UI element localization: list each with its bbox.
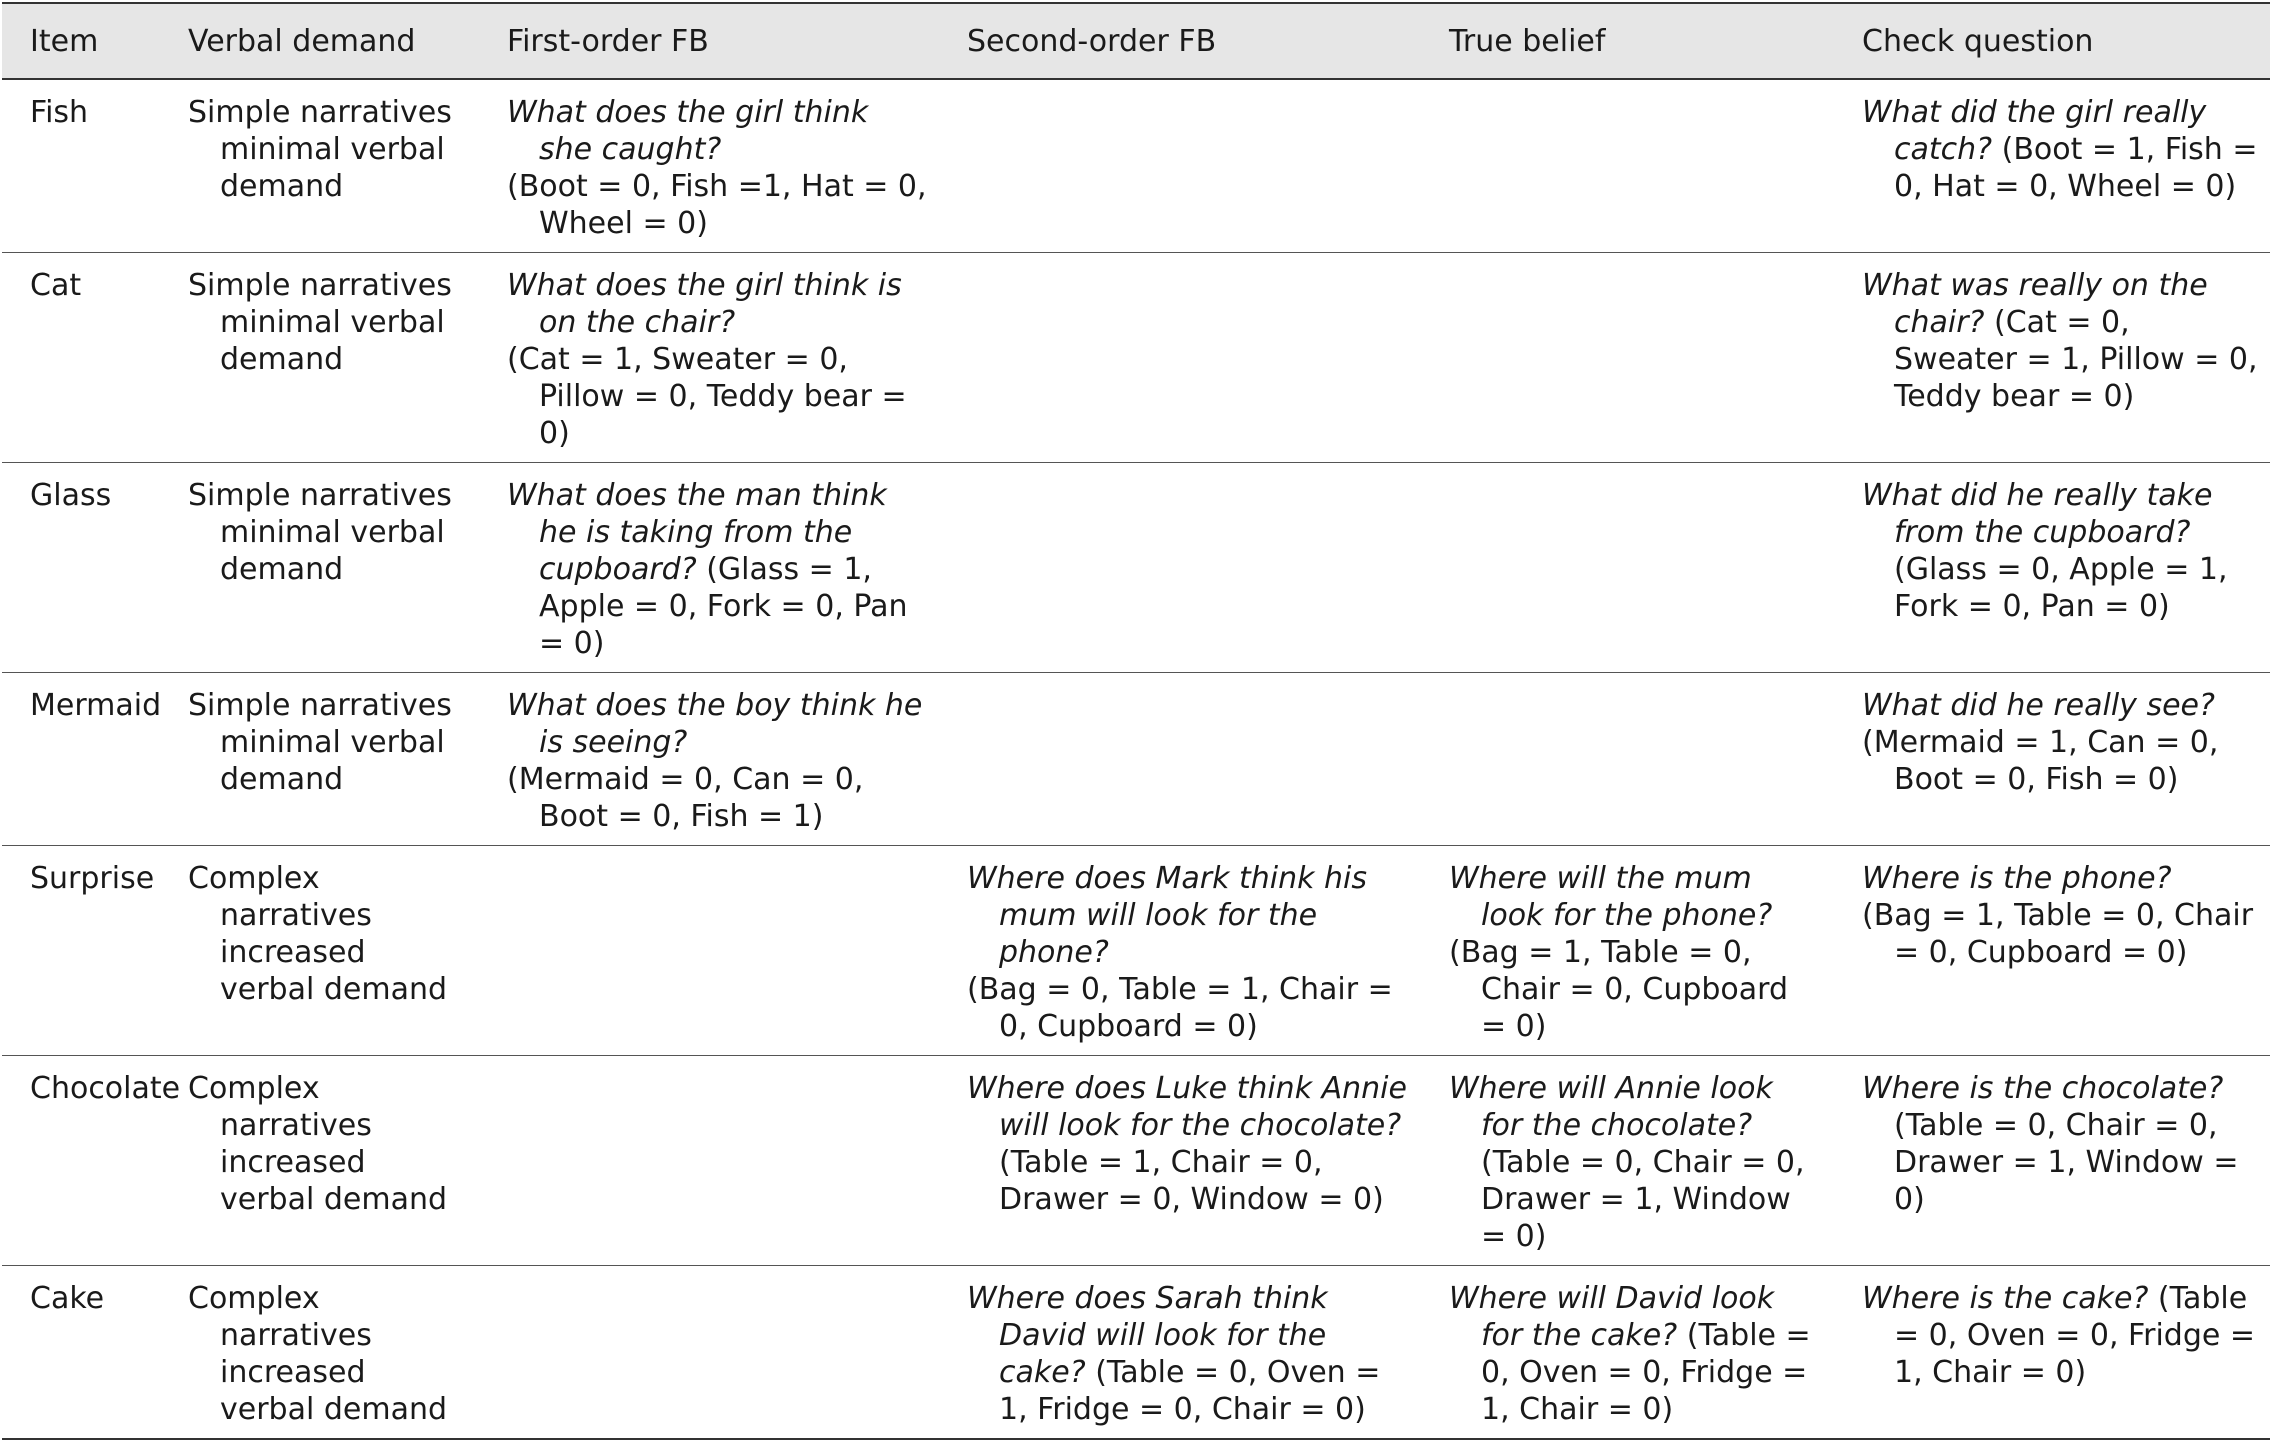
verbal-demand-cell — [160, 1056, 479, 1266]
true-belief-answer: (Bag = 1, Table = 0, Chair = 0, Cupboard = 0) — [1449, 935, 1789, 1044]
true-belief-cell — [1421, 673, 1834, 846]
item-cell: Mermaid — [2, 673, 160, 846]
check-question: What did he really see? — [1862, 688, 2215, 723]
header-check-question: Check question — [1834, 3, 2270, 79]
check-question-cell — [1834, 1266, 2270, 1440]
check-question-text: What did the girl really catch? (Boot = 1, Fish = 0, Hat = 0, Wheel = 0) — [1862, 95, 2258, 204]
second-order-cell — [939, 1266, 1421, 1440]
first-order-answer: (Mermaid = 0, Can = 0, Boot = 0, Fish = 1) — [507, 762, 864, 834]
true-belief-cell — [1421, 846, 1834, 1056]
true-belief-text: Where will David look for the cake? (Table = 0, Oven = 0, Fridge = 1, Chair = 0) — [1449, 1281, 1811, 1427]
check-question-text: What did he really take from the cupboard? (Glass = 0, Apple = 1, Fork = 0, Pan = 0) — [1862, 478, 2228, 624]
check-question-cell — [1834, 79, 2270, 253]
true-belief-cell — [1421, 79, 1834, 253]
table-row — [2, 463, 2270, 673]
item-cell: Cake — [2, 1266, 160, 1440]
verbal-demand-text: Simple narratives minimal verbal demand — [188, 688, 452, 797]
second-order-cell — [939, 673, 1421, 846]
header-item: Item — [2, 3, 160, 79]
verbal-demand-cell — [160, 673, 479, 846]
check-question-cell — [1834, 463, 2270, 673]
header-first-order-fb: First-order FB — [479, 3, 939, 79]
check-question-cell — [1834, 673, 2270, 846]
check-question-cell — [1834, 846, 2270, 1056]
second-order-cell — [939, 846, 1421, 1056]
first-order-question: What does the girl think is on the chair? — [507, 268, 902, 340]
second-order-cell — [939, 253, 1421, 463]
true-belief-cell — [1421, 1056, 1834, 1266]
verbal-demand-text: Complex narratives increased verbal demand — [188, 861, 448, 1007]
second-order-question: Where does Mark think his mum will look for the phone? — [967, 861, 1368, 970]
second-order-cell — [939, 1056, 1421, 1266]
first-order-question: What does the girl think she caught? — [507, 95, 869, 167]
check-question-cell — [1834, 1056, 2270, 1266]
first-order-cell — [479, 1056, 939, 1266]
first-order-answer: (Cat = 1, Sweater = 0, Pillow = 0, Teddy bear = 0) — [507, 342, 907, 451]
first-order-question: What does the boy think he is seeing? — [507, 688, 923, 760]
first-order-cell — [479, 1266, 939, 1440]
verbal-demand-cell — [160, 253, 479, 463]
check-answer: (Bag = 1, Table = 0, Chair = 0, Cupboard = 0) — [1862, 898, 2254, 970]
check-question: Where is the phone? — [1862, 861, 2172, 896]
table-row — [2, 1266, 2270, 1440]
second-order-text: Where does Luke think Annie will look for the chocolate? (Table = 1, Chair = 0, Drawer = 0, Window = 0) — [967, 1071, 1407, 1217]
table-row — [2, 1056, 2270, 1266]
first-order-cell — [479, 79, 939, 253]
true-belief-text: Where will Annie look for the chocolate? (Table = 0, Chair = 0, Drawer = 1, Window = 0) — [1449, 1071, 1805, 1254]
check-answer: (Mermaid = 1, Can = 0, Boot = 0, Fish = 0) — [1862, 725, 2219, 797]
table-row — [2, 673, 2270, 846]
first-order-cell — [479, 253, 939, 463]
verbal-demand-text: Complex narratives increased verbal demand — [188, 1281, 448, 1427]
header-second-order-fb: Second-order FB — [939, 3, 1421, 79]
check-question-text: What was really on the chair? (Cat = 0, Sweater = 1, Pillow = 0, Teddy bear = 0) — [1862, 268, 2258, 414]
true-belief-cell — [1421, 1266, 1834, 1440]
table-row — [2, 79, 2270, 253]
verbal-demand-cell — [160, 846, 479, 1056]
second-order-cell — [939, 79, 1421, 253]
check-question-cell — [1834, 253, 2270, 463]
verbal-demand-cell — [160, 1266, 479, 1440]
verbal-demand-text: Simple narratives minimal verbal demand — [188, 268, 452, 377]
item-cell: Glass — [2, 463, 160, 673]
first-order-text: What does the man think he is taking from the cupboard? (Glass = 1, Apple = 0, Fork = 0, Pan = 0) — [507, 478, 908, 661]
true-belief-cell — [1421, 253, 1834, 463]
true-belief-cell — [1421, 463, 1834, 673]
second-order-text: Where does Sarah think David will look for the cake? (Table = 0, Oven = 1, Fridge = 0, Chair = 0) — [967, 1281, 1381, 1427]
verbal-demand-text: Simple narratives minimal verbal demand — [188, 95, 452, 204]
second-order-answer: (Bag = 0, Table = 1, Chair = 0, Cupboard = 0) — [967, 972, 1393, 1044]
check-question-text: Where is the chocolate? (Table = 0, Chair = 0, Drawer = 1, Window = 0) — [1862, 1071, 2239, 1217]
verbal-demand-cell — [160, 79, 479, 253]
item-cell: Cat — [2, 253, 160, 463]
item-cell: Chocolate — [2, 1056, 160, 1266]
second-order-cell — [939, 463, 1421, 673]
belief-tasks-table — [2, 2, 2270, 1440]
first-order-cell — [479, 846, 939, 1056]
header-verbal-demand: Verbal demand — [160, 3, 479, 79]
first-order-cell — [479, 673, 939, 846]
true-belief-question: Where will the mum look for the phone? — [1449, 861, 1773, 933]
verbal-demand-text: Simple narratives minimal verbal demand — [188, 478, 452, 587]
first-order-cell — [479, 463, 939, 673]
verbal-demand-text: Complex narratives increased verbal demand — [188, 1071, 448, 1217]
check-question-text: Where is the cake? (Table = 0, Oven = 0, Fridge = 1, Chair = 0) — [1862, 1281, 2255, 1390]
first-order-answer: (Boot = 0, Fish =1, Hat = 0, Wheel = 0) — [507, 169, 927, 241]
table-row — [2, 846, 2270, 1056]
table-header-row — [2, 3, 2270, 79]
item-cell: Surprise — [2, 846, 160, 1056]
header-true-belief: True belief — [1421, 3, 1834, 79]
table-row — [2, 253, 2270, 463]
verbal-demand-cell — [160, 463, 479, 673]
item-cell: Fish — [2, 79, 160, 253]
